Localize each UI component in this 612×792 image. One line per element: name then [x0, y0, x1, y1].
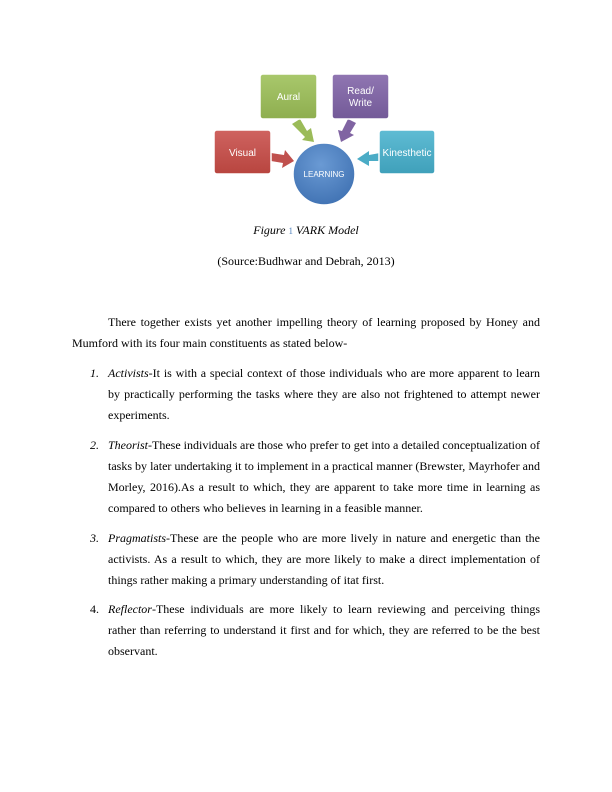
box-aural-label: Aural [276, 92, 301, 103]
figure-caption [0, 223, 612, 238]
figure-caption-label: Figure [253, 223, 286, 237]
box-read-write-line1: Read/ [347, 86, 374, 97]
list-item-term: Pragmatists [108, 531, 167, 545]
arrow-readwrite-to-center [338, 119, 356, 142]
center-learning-circle [293, 143, 355, 205]
list-item-number: 1. [90, 366, 99, 380]
list-item-number: 2. [90, 438, 99, 452]
figure-caption-title: VARK Model [295, 223, 359, 237]
list-item-text: -These individuals are those who prefer to get into a detailed conceptualization of tasks by later undertaking it to implement in a practical manner (Brewster, Mayrhofer and Morley, 2016).As a result to which, they are apparent to take more time in learning as compared to others who believes in learning in a feasible manner. [108, 438, 540, 515]
box-visual-label: Visual [228, 148, 257, 159]
list-item-text: -These individuals are more likely to learn reviewing and perceiving things rather than referring to understand it first and for which, they are referred to be the best observant. [108, 602, 540, 658]
list-item [72, 363, 540, 426]
list-item [72, 599, 540, 662]
box-kinesthetic-label: Kinesthetic [382, 148, 432, 159]
figure-caption-number: 1 [288, 226, 293, 236]
intro-paragraph: There together exists yet another impelling theory of learning proposed by Honey and Mumford with its four main constituents as stated below- [72, 315, 540, 350]
box-read-write [332, 74, 389, 119]
arrow-kinesthetic-to-center [357, 151, 380, 166]
arrow-aural-to-center [292, 119, 314, 142]
list-item [72, 528, 540, 591]
box-kinesthetic [379, 130, 435, 174]
list-item-number: 4. [90, 602, 99, 616]
arrow-visual-to-center [271, 150, 294, 168]
vark-diagram [0, 0, 612, 215]
box-visual [214, 130, 271, 174]
list-item-text: -These are the people who are more lively in nature and energetic than the activists. As a result to which, they are more likely to make a direct implementation of things rather making a primary understanding of itat first. [108, 531, 540, 587]
list-item [72, 435, 540, 519]
list-item-term: Reflector [108, 602, 152, 616]
center-learning-label: LEARNING [303, 170, 345, 179]
figure-source: (Source:Budhwar and Debrah, 2013) [217, 254, 395, 268]
box-read-write-line2: Write [348, 98, 373, 109]
list-item-number: 3. [90, 531, 99, 545]
box-aural [260, 74, 317, 119]
list-item-term: Theorist [108, 438, 149, 452]
list-item-term: Activists [108, 366, 149, 380]
list-item-text: -It is with a special context of those individuals who are more apparent to learn by practically performing the tasks where they are also not frightened to attempt newer experiments. [108, 366, 540, 422]
